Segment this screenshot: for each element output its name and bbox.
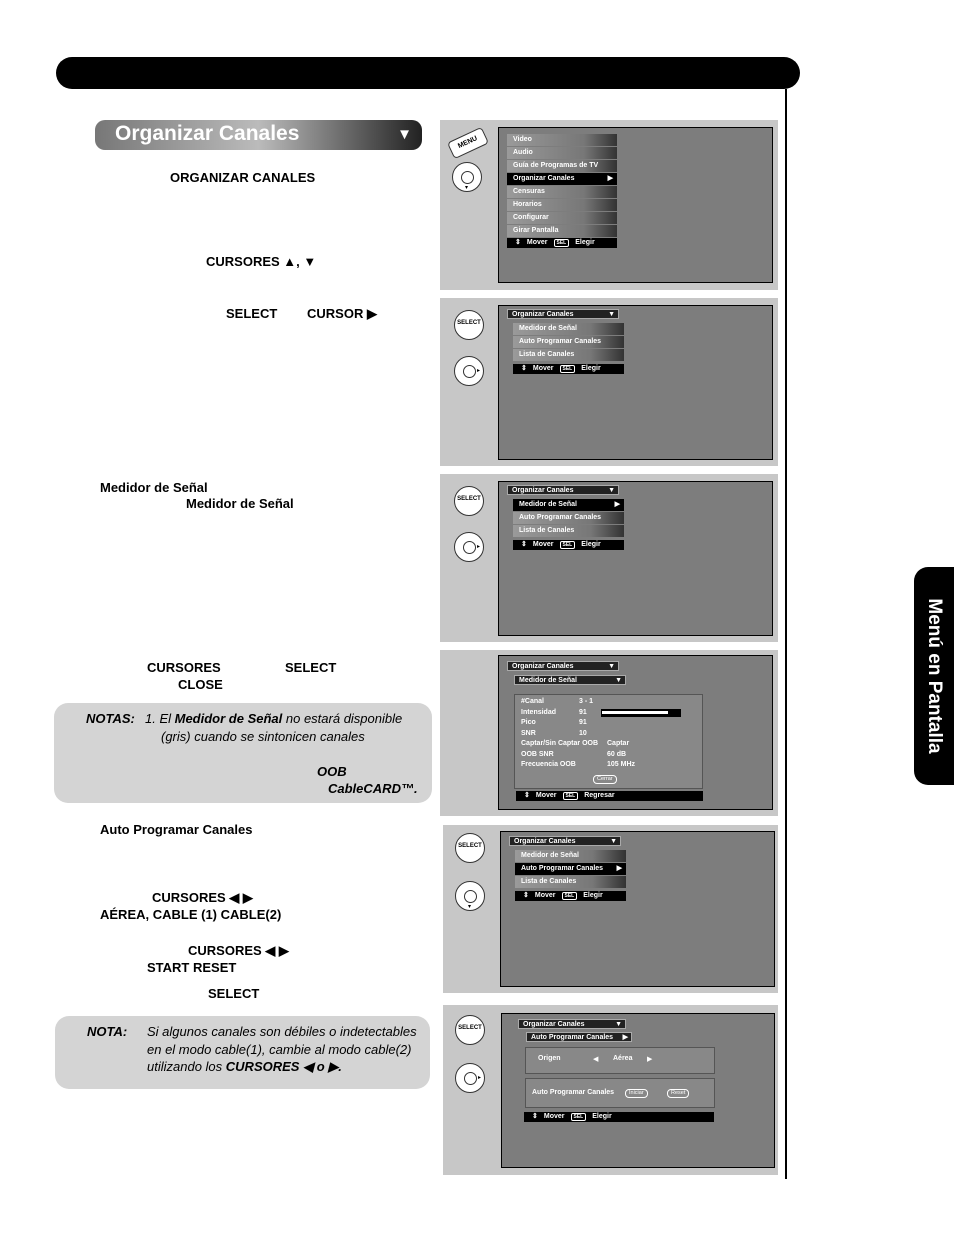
footer-elegir: Elegir — [592, 1113, 612, 1120]
meter-value: 105 MHz — [607, 761, 636, 768]
menu-header-text: Organizar Canales — [512, 311, 574, 318]
menu-item-horarios[interactable]: Horarios — [507, 199, 617, 211]
nota-text: utilizando los — [147, 1059, 226, 1074]
meter-row — [521, 718, 701, 729]
menu-footer — [515, 891, 626, 901]
meter-row — [521, 697, 701, 708]
medidor-sub: Medidor de Señal — [186, 496, 294, 511]
menu-header-text: Organizar Canales — [523, 1021, 585, 1028]
meter-value: 60 dB — [607, 750, 627, 758]
footer-move: Mover — [535, 792, 557, 799]
chevron-down-icon: ▼ — [610, 838, 617, 845]
close-button[interactable]: Cerrar — [593, 775, 617, 784]
menu-item-label: Medidor de Señal — [519, 501, 577, 508]
menu-footer — [516, 791, 703, 801]
header-bar — [56, 57, 800, 89]
tv-screen-2 — [498, 305, 773, 460]
meter-label: #Canal — [521, 698, 544, 705]
menu-item-guia[interactable]: Guía de Programas de TV — [507, 160, 617, 172]
select-label: SELECT — [457, 320, 481, 326]
step-select: SELECT — [226, 306, 278, 321]
menu-header-text: Organizar Canales — [512, 663, 574, 670]
submenu-header-text: Medidor de Señal — [519, 677, 577, 684]
reset-button[interactable]: Reset — [667, 1089, 689, 1098]
nota-box — [55, 1016, 430, 1089]
section-title-text: Organizar Canales — [115, 122, 300, 145]
sel-tag: SEL — [563, 792, 579, 800]
cursor-pad-right[interactable]: ▸ — [455, 1063, 485, 1093]
step-close: CLOSE — [178, 677, 223, 692]
start-button[interactable]: Iniciar — [625, 1089, 648, 1098]
menu-item-video[interactable]: Video — [507, 134, 617, 146]
move-icon: ⇕ — [515, 239, 521, 246]
move-icon: ⇕ — [521, 540, 527, 548]
chevron-down-icon: ▼ — [615, 677, 622, 684]
panel-4 — [440, 650, 778, 816]
select-button[interactable] — [454, 486, 484, 516]
footer-move: Mover — [532, 540, 554, 548]
nota-body — [147, 1023, 422, 1076]
origen-label: Origen — [538, 1055, 561, 1062]
tv-screen-1 — [498, 127, 773, 283]
step-cursor-right: CURSOR ▶ — [307, 306, 377, 321]
signal-meter-panel — [514, 694, 703, 789]
submenu-header — [526, 1032, 632, 1042]
tv-screen-5 — [500, 831, 775, 987]
meter-row — [521, 760, 701, 771]
select-label: SELECT — [457, 496, 481, 502]
auto-title: Auto Programar Canales — [100, 822, 253, 837]
signal-bar — [601, 709, 681, 717]
move-icon: ⇕ — [532, 1113, 538, 1120]
select-button[interactable] — [455, 833, 485, 863]
sel-tag: SEL — [571, 1113, 587, 1121]
menu-header — [507, 485, 619, 495]
arrow-right-icon: ▶ — [607, 175, 613, 182]
notas-body — [145, 710, 418, 798]
menu-item-lista[interactable]: Lista de Canales — [513, 525, 624, 537]
menu-footer — [513, 364, 624, 374]
meter-value: Captar — [607, 740, 630, 747]
nota-bold: CURSORES — [225, 1059, 300, 1074]
menu-header — [507, 309, 619, 319]
cursor-pad-down[interactable]: ▾ — [455, 881, 485, 911]
chevron-down-icon: ▼ — [608, 663, 615, 670]
nota-text: en el modo cable(1), cambie al modo cable(2) — [147, 1041, 412, 1057]
divider-line — [785, 89, 787, 1179]
panel-1 — [440, 120, 778, 290]
select-button[interactable] — [454, 310, 484, 340]
step-select-3: SELECT — [208, 986, 260, 1001]
meter-row — [521, 729, 701, 740]
chevron-down-icon: ▼ — [608, 311, 615, 318]
menu-item-auto[interactable] — [515, 863, 626, 875]
select-label: SELECT — [458, 843, 482, 849]
panel-5 — [443, 825, 778, 993]
footer-move: Mover — [532, 364, 554, 372]
footer-move: Mover — [534, 891, 556, 899]
submenu-header — [514, 675, 626, 685]
meter-label: Captar/Sin Captar OOB — [521, 740, 599, 747]
menu-item-lista[interactable]: Lista de Canales — [513, 349, 624, 361]
arrow-right-icon: ▶ — [614, 501, 620, 508]
nota-text: ◀ o ▶. — [299, 1059, 342, 1074]
footer-elegir: Elegir — [575, 239, 595, 246]
menu-header-text: Organizar Canales — [512, 487, 574, 494]
footer-regresar: Regresar — [584, 792, 615, 799]
meter-label: OOB SNR — [521, 750, 554, 758]
meter-label: Frecuencia OOB — [521, 761, 576, 768]
meter-row — [521, 708, 701, 719]
side-tab — [914, 567, 954, 785]
sel-tag: SEL — [554, 239, 570, 247]
side-tab-label: Menú en Pantalla — [924, 598, 945, 754]
menu-item-organizar[interactable] — [507, 173, 617, 185]
menu-item-medidor[interactable]: Medidor de Señal — [513, 323, 624, 335]
menu-item-label: Auto Programar Canales — [521, 865, 604, 872]
footer-move: Mover — [526, 239, 548, 246]
meter-value: 91 — [579, 719, 587, 726]
move-icon: ⇕ — [524, 792, 530, 799]
menu-item-medidor[interactable]: Medidor de Señal — [515, 850, 626, 862]
notas-bold: Medidor de Señal — [174, 711, 283, 726]
move-icon: ⇕ — [523, 891, 529, 899]
notas-label: NOTAS: — [86, 711, 135, 726]
menu-header-text: Organizar Canales — [514, 838, 576, 845]
arrow-right-icon[interactable]: ▶ — [647, 1056, 653, 1063]
notas-box — [54, 703, 432, 803]
menu-item-audio[interactable]: Audio — [507, 147, 617, 159]
meter-row — [521, 739, 701, 750]
step-start-reset: START RESET — [147, 960, 237, 975]
select-button[interactable] — [455, 1015, 485, 1045]
menu-header — [507, 661, 619, 671]
auto-program-label: Auto Programar Canales — [532, 1089, 615, 1096]
origen-value[interactable]: Aérea — [613, 1055, 633, 1062]
panel-2 — [440, 298, 778, 466]
arrow-right-icon: ▶ — [616, 865, 622, 872]
arrow-left-icon[interactable]: ◀ — [593, 1056, 599, 1063]
arrow-right-icon: ▶ — [622, 1034, 628, 1041]
menu-item-medidor[interactable] — [513, 499, 624, 511]
menu-header — [509, 836, 621, 846]
chevron-down-icon: ▼ — [397, 126, 412, 143]
nota-label: NOTA: — [87, 1024, 128, 1039]
select-label: SELECT — [458, 1025, 482, 1031]
menu-item-auto[interactable]: Auto Programar Canales — [513, 512, 624, 524]
signal-bar-fill — [602, 711, 668, 714]
nota-text: Si algunos canales son débiles o indetectables — [147, 1024, 417, 1039]
tv-screen-3 — [498, 481, 773, 636]
menu-footer — [524, 1112, 714, 1122]
panel-3 — [440, 474, 778, 642]
meter-value: 91 — [579, 708, 587, 716]
menu-item-censuras[interactable]: Censuras — [507, 186, 617, 198]
menu-footer — [507, 238, 617, 248]
submenu-header-text: Auto Programar Canales — [531, 1034, 614, 1041]
menu-item-configurar[interactable]: Configurar — [507, 212, 617, 224]
notas-cablecard: CableCARD™. — [328, 781, 418, 796]
meter-label: Intensidad — [521, 708, 557, 716]
cursor-pad-right[interactable]: ▸ — [454, 356, 484, 386]
menu-item-label: Organizar Canales — [513, 175, 575, 182]
menu-footer — [513, 540, 624, 550]
notas-text: no estará disponible — [282, 711, 403, 726]
cursor-pad-down[interactable]: ▾ — [452, 162, 482, 192]
menu-header — [518, 1019, 626, 1029]
notas-text: 1. El — [145, 711, 175, 726]
panel-6 — [443, 1005, 778, 1175]
footer-move: Mover — [543, 1113, 565, 1120]
menu-button[interactable]: MENU — [447, 127, 489, 159]
footer-elegir: Elegir — [583, 891, 603, 899]
sel-tag: SEL — [560, 541, 576, 549]
tv-screen-6 — [501, 1013, 775, 1168]
footer-elegir: Elegir — [581, 364, 601, 372]
menu-item-girar[interactable]: Girar Pantalla — [507, 225, 617, 237]
auto-program-panel — [525, 1078, 715, 1108]
move-icon: ⇕ — [521, 364, 527, 372]
sel-tag: SEL — [560, 365, 576, 373]
meter-label: Pico — [521, 719, 536, 726]
step-cursores-lr-2: CURSORES ◀ ▶ — [188, 943, 289, 958]
meter-value: 3 - 1 — [579, 698, 594, 705]
step-cursores-lr: CURSORES ◀ ▶ — [152, 890, 253, 905]
menu-item-lista[interactable]: Lista de Canales — [515, 876, 626, 888]
step-cursores-updown: CURSORES ▲, ▼ — [206, 254, 317, 269]
meter-row — [521, 750, 701, 761]
menu-item-auto[interactable]: Auto Programar Canales — [513, 336, 624, 348]
meter-label: SNR — [521, 729, 536, 737]
sel-tag: SEL — [562, 892, 578, 900]
notas-oob: OOB — [317, 763, 347, 779]
chevron-down-icon: ▼ — [615, 1021, 622, 1028]
tv-screen-4 — [498, 655, 773, 810]
medidor-title: Medidor de Señal — [100, 480, 208, 495]
step-aerea: AÉREA, CABLE (1) CABLE(2) — [100, 907, 282, 922]
footer-elegir: Elegir — [581, 540, 601, 548]
step-cursores: CURSORES — [147, 660, 221, 675]
notas-text: (gris) cuando se sintonicen canales — [161, 728, 365, 744]
step-select-2: SELECT — [285, 660, 337, 675]
chevron-down-icon: ▼ — [608, 487, 615, 494]
step-organizar: ORGANIZAR CANALES — [170, 170, 316, 185]
origen-panel — [525, 1047, 715, 1074]
section-title — [95, 120, 422, 150]
meter-value: 10 — [579, 729, 587, 737]
cursor-pad-right[interactable]: ▸ — [454, 532, 484, 562]
